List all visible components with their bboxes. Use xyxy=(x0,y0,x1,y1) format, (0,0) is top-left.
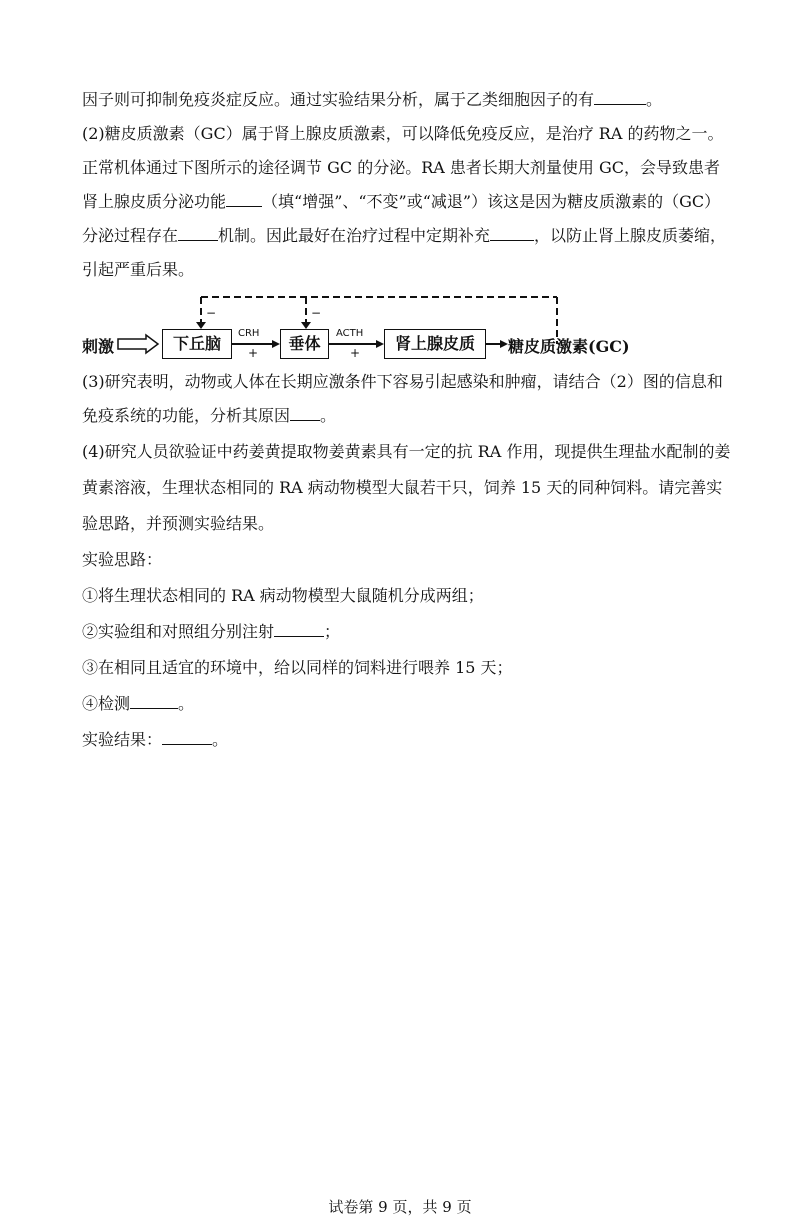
answer-blank[interactable] xyxy=(178,239,218,241)
pituitary-box: 垂体 xyxy=(280,329,329,359)
text-line: 肾上腺皮质分泌功能 （填“增强”、“不变”或“减退”）该这是因为糖皮质激素的（GC） xyxy=(82,192,721,211)
minus-sign: − xyxy=(206,306,217,320)
question-2-line: (2)糖皮质激素（GC）属于肾上腺皮质激素，可以降低免疫反应，是治疗 RA 的药物之一。 xyxy=(82,124,724,143)
text-line: 验思路，并预测实验结果。 xyxy=(82,514,275,533)
text-line: 引起严重后果。 xyxy=(82,260,195,279)
text-line: 免疫系统的功能，分析其原因 。 xyxy=(82,406,337,425)
plus-sign: + xyxy=(350,346,361,360)
answer-blank[interactable] xyxy=(594,103,646,105)
text-line: 正常机体通过下图所示的途径调节 GC 的分泌。RA 患者长期大剂量使用 GC，会导致患者 xyxy=(82,158,720,177)
step-4: ④检测 。 xyxy=(82,694,195,713)
step-2: ②实验组和对照组分别注射 ； xyxy=(82,622,341,641)
question-4-line: (4)研究人员欲验证中药姜黄提取物姜黄素具有一定的抗 RA 作用，现提供生理盐水配制的姜 xyxy=(82,442,731,461)
gc-label: 糖皮质激素(GC) xyxy=(508,337,630,356)
minus-sign: − xyxy=(311,306,322,320)
acth-label: ACTH xyxy=(336,328,364,339)
gc-regulation-diagram xyxy=(82,292,642,362)
crh-label: CRH xyxy=(238,328,260,339)
stimulus-label: 刺激 xyxy=(82,337,115,356)
section-heading: 实验思路： xyxy=(82,550,163,569)
hypothalamus-box: 下丘脑 xyxy=(162,329,232,359)
step-3: ③在相同且适宜的环境中，给以同样的饲料进行喂养 15 天； xyxy=(82,658,513,677)
text-line: 黄素溶液，生理状态相同的 RA 病动物模型大鼠若干只，饲养 15 天的同种饲料。请完善实 xyxy=(82,478,723,497)
result-line: 实验结果： 。 xyxy=(82,730,229,749)
text-line: 分泌过程存在 机制。因此最好在治疗过程中定期补充 ，以防止肾上腺皮质萎缩， xyxy=(82,226,727,245)
text-line: 因子则可抑制免疫炎症反应。通过实验结果分析，属于乙类细胞因子的有 。 xyxy=(82,90,663,109)
answer-blank[interactable] xyxy=(274,635,324,637)
answer-blank[interactable] xyxy=(490,239,534,241)
question-3-line: (3)研究表明，动物或人体在长期应激条件下容易引起感染和肿瘤，请结合（2）图的信息和 xyxy=(82,372,723,391)
answer-blank[interactable] xyxy=(226,205,262,207)
page-footer: 试卷第 9 页，共 9 页 xyxy=(328,1198,472,1216)
adrenal-cortex-box: 肾上腺皮质 xyxy=(384,329,486,359)
step-1: ①将生理状态相同的 RA 病动物模型大鼠随机分成两组； xyxy=(82,586,484,605)
answer-blank[interactable] xyxy=(162,743,212,745)
answer-blank[interactable] xyxy=(290,419,320,421)
answer-blank[interactable] xyxy=(130,707,178,709)
plus-sign: + xyxy=(248,346,259,360)
